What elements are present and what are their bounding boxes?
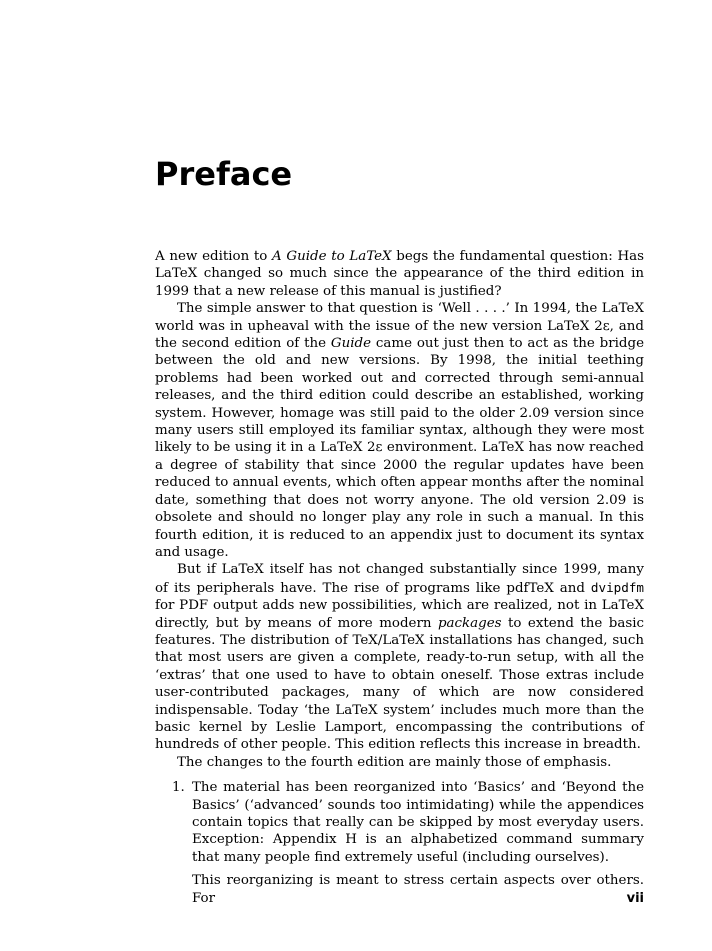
- book-title-emphasis: A Guide to LaTeX: [272, 249, 392, 264]
- list-item: [155, 779, 644, 907]
- paragraph-4: The changes to the fourth edition are mainly those of emphasis.: [177, 754, 612, 770]
- list-item-text: The material has been reorganized into ‘Basics’ and ‘Beyond the Basics’ (‘advanced’ sounds too intimidating) while the appendices contain topics that really can be skipped by most everyday users. Exception: Appendix H is an alphabetized command summary that many people find extremely useful (including ourselves).: [192, 780, 644, 865]
- chapter-title: Preface: [155, 155, 293, 193]
- paragraph-2-text-a: The simple answer to that question is ‘Well . . . .’ In 1994, the LaTeX world was in upheaval with the issue of the new version LaTeX 2ε, and the second edition of the: [155, 301, 644, 352]
- paragraph-3-text-e: to extend the basic features. The distribution of TeX/LaTeX installations has changed, such that most users are given a complete, ready-to-run setup, with all the ‘extras’ that one used to have to obtain oneself. Those extras include user-contributed packages, many of which are now considered indispensable. Today ‘the LaTeX system’ includes much more than the basic kernel by Leslie Lamport, encompassing the contributions of hundreds of other people. This edition reflects this increase in breadth.: [155, 615, 644, 753]
- paragraph-1-text-a: A new edition to: [155, 249, 273, 264]
- paragraph-1: [155, 248, 644, 300]
- paragraph-3-text-a: But if LaTeX itself has not changed substantially since 1999, many of its peripherals have. The rise of programs like pdfTeX and: [155, 562, 644, 596]
- page-number: vii: [626, 891, 644, 906]
- list-item-continuation: This reorganizing is meant to stress certain aspects over others. For: [192, 873, 644, 906]
- changes-list: [155, 779, 644, 907]
- paragraph-1-text-c: begs the fundamental question: Has LaTeX changed so much since the appearance of the third edition in 1999 that a new release of this manual is justified?: [155, 249, 644, 299]
- paragraph-2: [155, 300, 644, 561]
- paragraph-2-text-c: came out just then to act as the bridge between the old and new versions. By 1998, the initial teething problems had been worked out and corrected through semi-annual releases, and the third edition could describe an established, working system. However, homage was still paid to the older 2.09 version since many users still employed its familiar syntax, although they were most likely to be using it in a LaTeX 2ε environment. LaTeX has now reached a degree of stability that since 2000 the regular updates have been reduced to annual events, which often appear months after the nominal date, something that does not worry anyone. The old version 2.09 is obsolete and should no longer play any role in such a manual. In this fourth edition, it is reduced to an appendix just to document its syntax and usage.: [155, 336, 644, 560]
- guide-emphasis: Guide: [330, 336, 372, 352]
- program-name-code: dvipdfm: [590, 579, 644, 595]
- packages-emphasis: packages: [437, 615, 502, 631]
- paragraph-3-text-c: for PDF output adds new possibilities, which are realized, not in LaTeX directly, but by means of more modern: [155, 598, 644, 631]
- list-item-number: 1.: [172, 780, 185, 796]
- paragraph-3: [155, 561, 644, 753]
- preface-body: [155, 248, 644, 907]
